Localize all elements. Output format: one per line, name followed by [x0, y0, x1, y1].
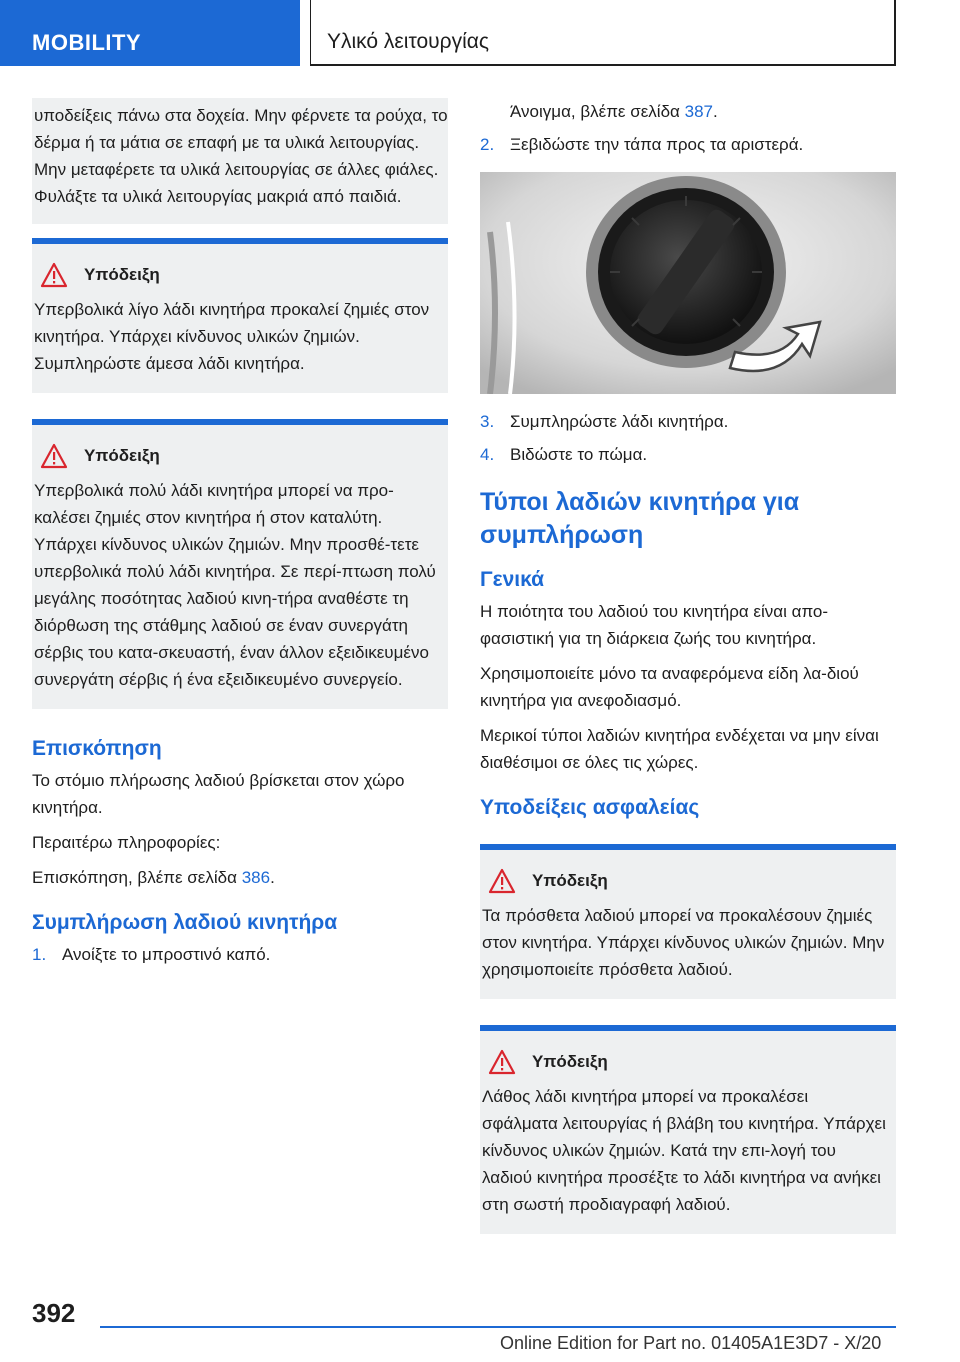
- warning-box-3: [480, 844, 896, 999]
- warning-box-2: [32, 419, 448, 709]
- warning-title: Υπόδειξη: [84, 446, 160, 465]
- step-number: 3.: [480, 412, 495, 431]
- warning-text: Λάθος λάδι κινητήρα μπορεί να προκαλέσει σφάλματα λειτουργίας ή βλάβη του κινητήρα. Υπάρχει κίνδυνος υλικών ζημιών. Κατά την επι-λογή του λαδιού κινητήρα προσέξτε το λάδι κινητήρα να ανήκει στη σωστή προδιαγραφή λαδιού.: [482, 1087, 886, 1214]
- footer-divider: [100, 1326, 896, 1328]
- page-number: 392: [32, 1298, 76, 1328]
- step-text: Ανοίξτε το μπροστινό καπό.: [62, 945, 271, 964]
- step-text: Βιδώστε το πώμα.: [510, 445, 648, 464]
- reference-end: .: [270, 868, 275, 887]
- step-3: [480, 408, 896, 435]
- warning-box-1: [32, 238, 448, 393]
- step-number: 4.: [480, 445, 495, 464]
- step-text: Ξεβιδώστε την τάπα προς τα αριστερά.: [510, 135, 804, 154]
- edition-footer: Online Edition for Part no. 01405A1E3D7 - X/20: [500, 1333, 882, 1353]
- general-heading: Γενικά: [480, 568, 545, 591]
- step-2: [480, 131, 896, 158]
- chapter-title: Υλικό λειτουργίας: [310, 0, 896, 66]
- warning-triangle-icon: [40, 443, 68, 469]
- general-paragraph-2: Χρησιμοποιείτε μόνο τα αναφερόμενα είδη λα-διού κινητήρα για ανεφοδιασμό.: [480, 664, 859, 710]
- step-number: 2.: [480, 135, 495, 154]
- step-number: 1.: [32, 945, 47, 964]
- page-link-386[interactable]: 386: [241, 868, 271, 887]
- warning-text: Υπερβολικά λίγο λάδι κινητήρα προκαλεί ζημιές στον κινητήρα. Υπάρχει κίνδυνος υλικών ζημιών. Συμπληρώστε άμεσα λάδι κινητήρα.: [34, 300, 430, 373]
- warning-title: Υπόδειξη: [532, 871, 608, 890]
- overview-text: Το στόμιο πλήρωσης λαδιού βρίσκεται στον χώρο κινητήρα.: [32, 771, 405, 817]
- intro-note-text: υποδείξεις πάνω στα δοχεία. Μην φέρνετε τα ρούχα, το δέρμα ή τα μάτια σε επαφή με τα υλικά λειτουργίας. Μην μεταφέρετε τα υλικά λειτουργίας σε άλλες φιάλες. Φυλάξτε τα υλικά λειτουργίας μακριά από παιδιά.: [34, 106, 448, 206]
- more-info-label: Περαιτέρω πληροφορίες:: [32, 833, 221, 852]
- warning-triangle-icon: [488, 1049, 516, 1075]
- general-paragraph-3: Μερικοί τύποι λαδιών κινητήρα ενδέχεται να μην είναι διαθέσιμοι σε όλες τις χώρες.: [480, 726, 879, 772]
- step-1: [32, 941, 448, 968]
- section-tab[interactable]: MOBILITY: [0, 0, 300, 66]
- warning-triangle-icon: [488, 868, 516, 894]
- warning-text: Υπερβολικά πολύ λάδι κινητήρα μπορεί να προ-καλέσει ζημιές στον κινητήρα ή στον καταλύτη. Υπάρχει κίνδυνος υλικών ζημιών. Μην προσθέ-τετε υπερβολικά πολύ λάδι κινητήρα. Σε περί-πτωση πολύ μεγάλης ποσότητας λαδιού κινη-τήρα αναθέστε τη διόρθωση της στάθμης λαδιού σε έναν συνεργάτη σέρβις του κατα-σκευαστή, έναν άλλον εξειδικευμένο συνεργάτη σέρβις ή ένα εξειδικευμένο συνεργείο.: [34, 481, 436, 689]
- page-link-387[interactable]: 387: [684, 102, 713, 121]
- overview-reference: [32, 864, 448, 891]
- step-4: [480, 441, 896, 468]
- warning-triangle-icon: [40, 262, 68, 288]
- fill-oil-heading: Συμπλήρωση λαδιού κινητήρα: [32, 911, 338, 934]
- intro-note-box: [32, 98, 448, 224]
- warning-box-4: [480, 1025, 896, 1234]
- general-paragraph-1: Η ποιότητα του λαδιού του κινητήρα είναι απο-φασιστική για τη διάρκεια ζωής του κινητήρα.: [480, 602, 829, 648]
- step-text: Συμπληρώστε λάδι κινητήρα.: [510, 412, 729, 431]
- reference-text: Άνοιγμα, βλέπε σελίδα: [510, 102, 680, 121]
- step-text: [510, 98, 718, 125]
- step-1-continued: [480, 98, 896, 125]
- warning-title: Υπόδειξη: [532, 1052, 608, 1071]
- oil-filler-cap-illustration: [480, 172, 896, 394]
- right-column: [480, 98, 896, 1260]
- oil-filler-cap-image: [480, 172, 896, 394]
- reference-text: Επισκόπηση, βλέπε σελίδα: [32, 868, 237, 887]
- left-column: [32, 98, 448, 974]
- safety-heading: Υποδείξεις ασφαλείας: [480, 796, 700, 819]
- warning-text: Τα πρόσθετα λαδιού μπορεί να προκαλέσουν ζημιές στον κινητήρα. Υπάρχει κίνδυνος υλικών ζημιών. Μην χρησιμοποιείτε πρόσθετα λαδιού.: [482, 906, 885, 979]
- oil-types-heading: Τύποι λαδιών κινητήρα για συμπλήρωση: [480, 488, 800, 549]
- warning-title: Υπόδειξη: [84, 265, 160, 284]
- reference-end: .: [712, 102, 718, 121]
- overview-heading: Επισκόπηση: [32, 737, 162, 760]
